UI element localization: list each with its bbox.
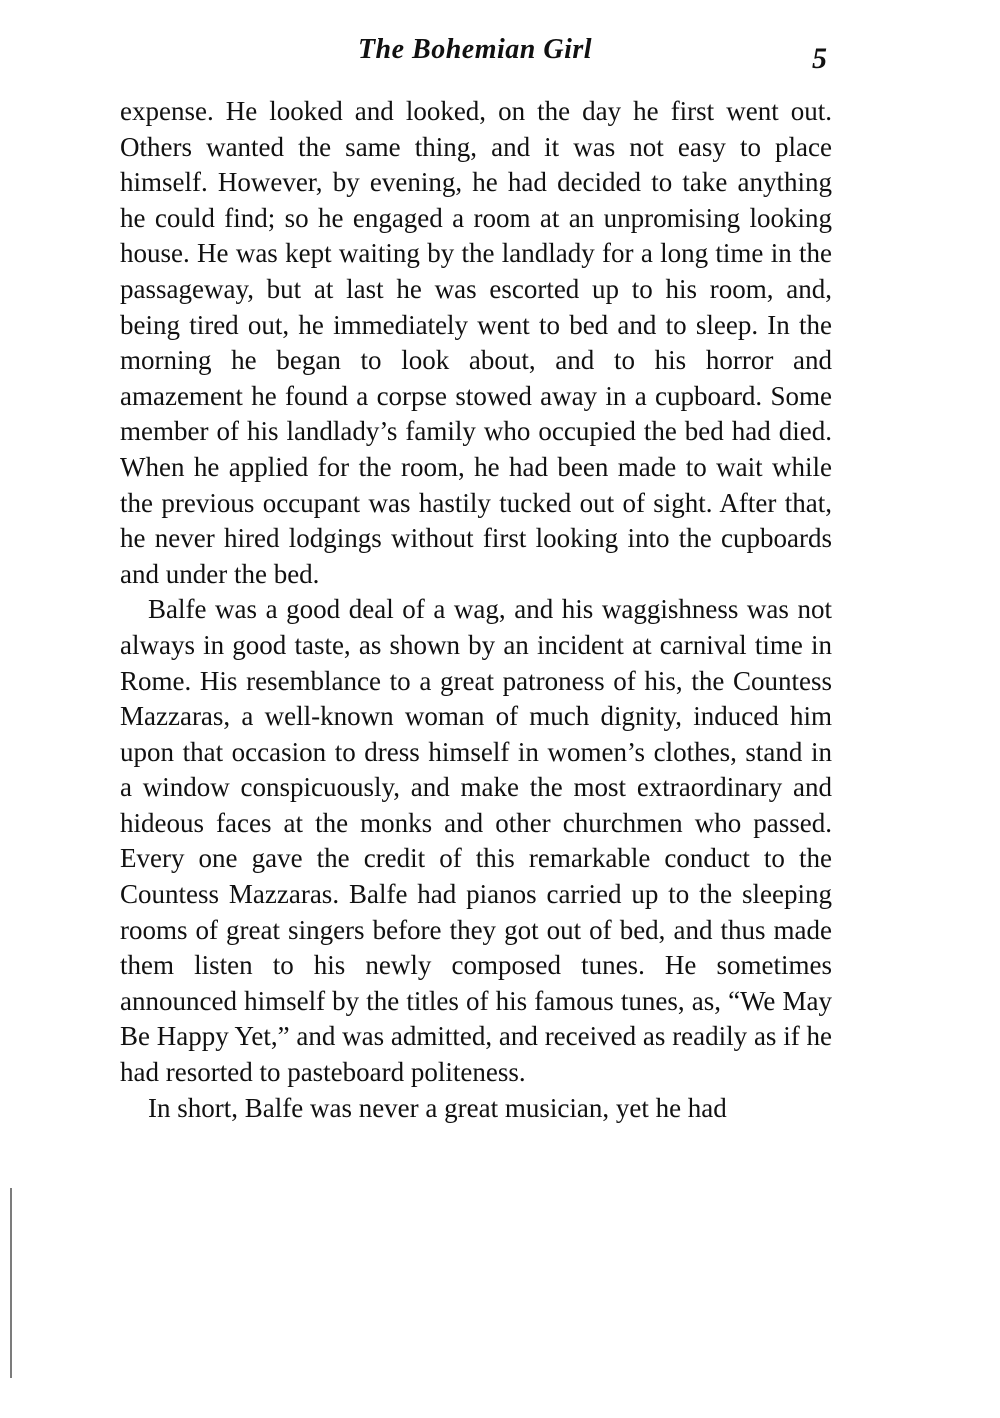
body-text bbox=[120, 94, 832, 1126]
scan-margin-line bbox=[10, 1188, 12, 1378]
running-head bbox=[0, 34, 1000, 74]
running-title: The Bohemian Girl bbox=[357, 34, 593, 65]
page-number: 5 bbox=[812, 42, 827, 75]
paragraph-in-short: In short, Balfe was never a great musician, yet he had bbox=[148, 1092, 727, 1123]
paragraph-balfe-wag: Balfe was a good deal of a wag, and his waggishness was not always in good taste, as shown by an incident at carnival time in Rome. His resemblance to a great patroness of his, the Countess Mazzaras, a well-known woman of much dignity, induced him upon that occasion to dress himself in women’s clothes, stand in a window conspicuously, and make the most extraordinary and hideous faces at the monks and other churchmen who passed. Every one gave the credit of this remarkable conduct to the Countess Mazzaras. Balfe had pianos carried up to the sleeping rooms of great singers before they got out of bed, and thus made them listen to his newly composed tunes. He sometimes announced himself by the titles of his famous tunes, as, “We May Be Happy Yet,” and was admitted, and received as readily as if he had resorted to pasteboard politeness. bbox=[120, 594, 832, 1088]
paragraph-continuation: expense. He looked and looked, on the day he first went out. Others wanted the same thing, and it was not easy to place himself. However, by evening, he had decided to take anything he could find; so he engaged a room at an unpromising looking house. He was kept waiting by the landlady for a long time in the passageway, but at last he was escorted up to his room, and, being tired out, he immediately went to bed and to sleep. In the morning he began to look about, and to his horror and amazement he found a corpse stowed away in a cupboard. Some member of his landlady’s family who occupied the bed had died. When he applied for the room, he had been made to wait while the previous occupant was hastily tucked out of sight. After that, he never hired lodgings without first looking into the cupboards and under the bed. bbox=[120, 96, 832, 589]
